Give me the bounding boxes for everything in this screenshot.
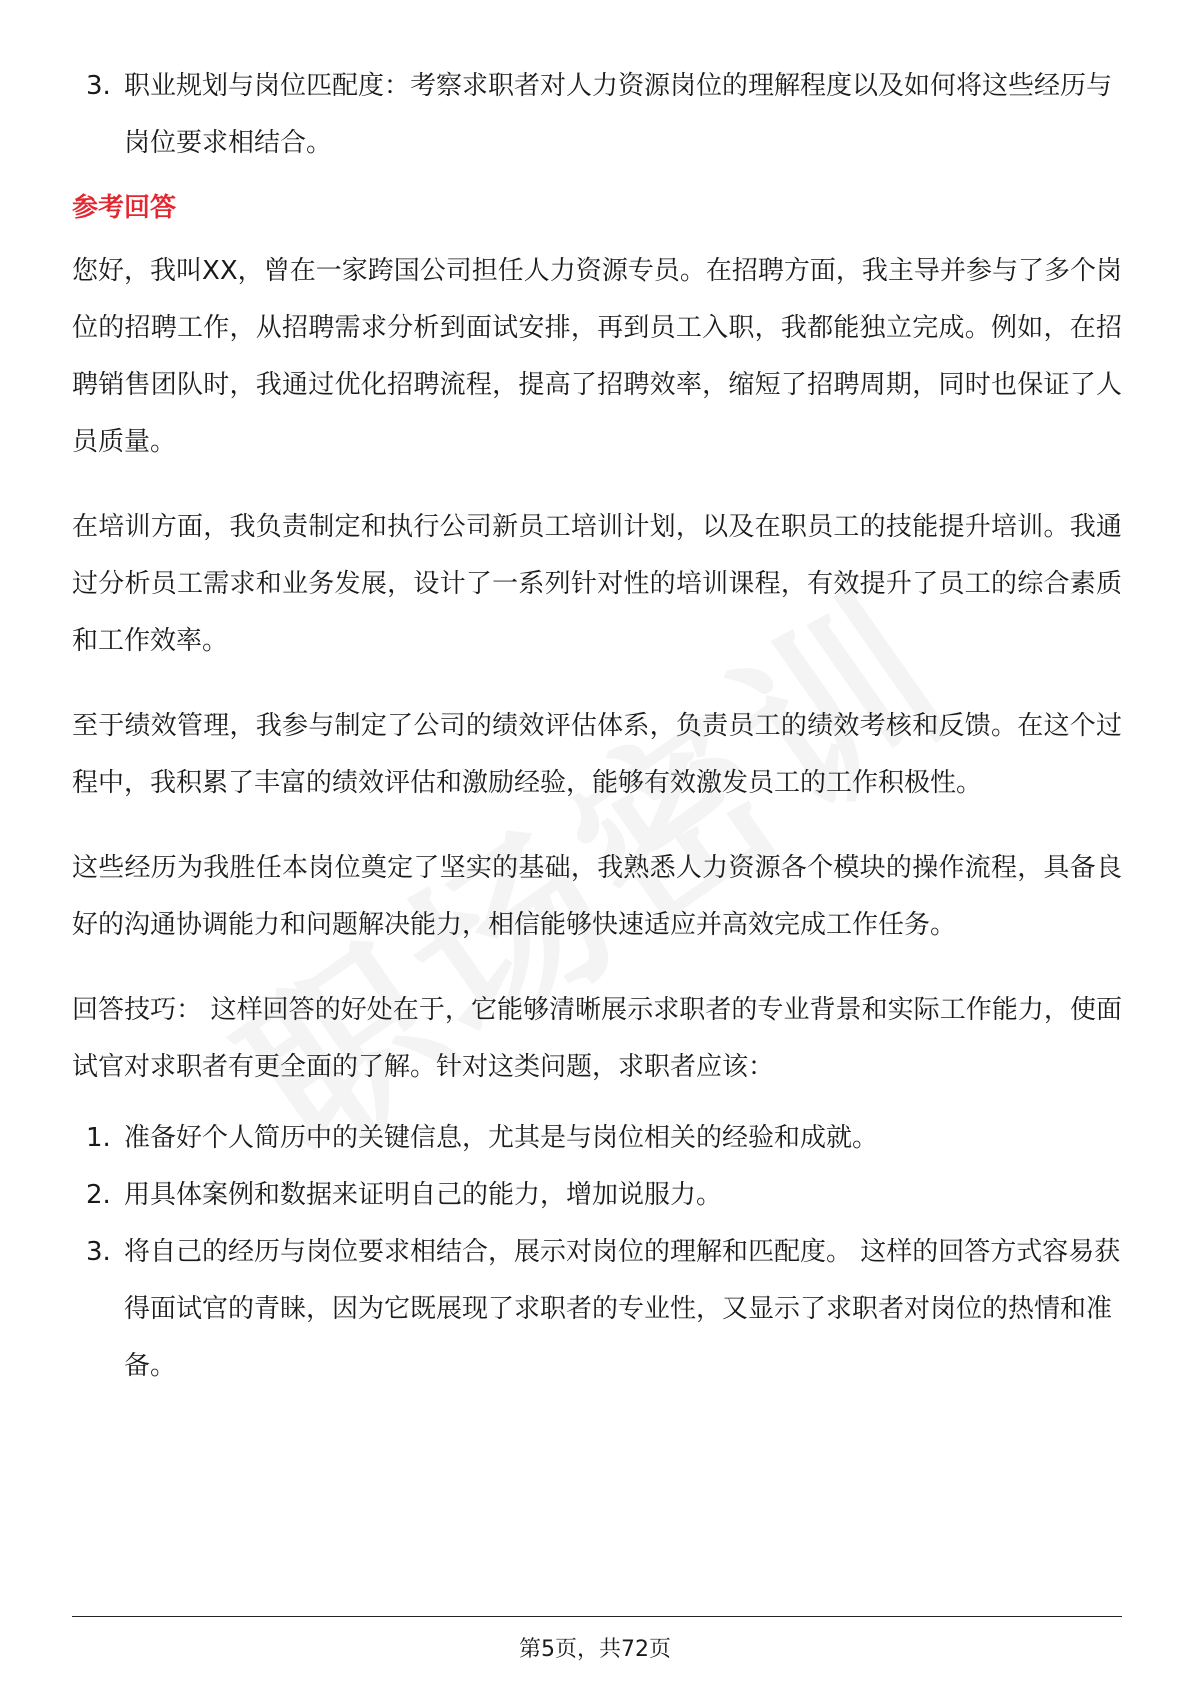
list-item-number: 2. [86, 1180, 111, 1210]
list-item [72, 1167, 1122, 1224]
answer-tips-intro: 回答技巧： 这样回答的好处在于，它能够清晰展示求职者的专业背景和实际工作能力，使面试官对求职者有更全面的了解。针对这类问题，求职者应该： [72, 995, 1122, 1082]
list-item-text: 将自己的经历与岗位要求相结合，展示对岗位的理解和匹配度。 这样的回答方式容易获得面试官的青睐，因为它既展现了求职者的专业性，又显示了求职者对岗位的热情和准备。 [124, 1237, 1121, 1381]
footer-divider [72, 1616, 1122, 1617]
list-item-number: 1. [86, 1123, 111, 1153]
list-item [72, 1224, 1122, 1395]
answer-paragraph-performance: 至于绩效管理，我参与制定了公司的绩效评估体系，负责员工的绩效考核和反馈。在这个过程中，我积累了丰富的绩效评估和激励经验，能够有效激发员工的工作积极性。 [72, 711, 1122, 798]
answer-paragraph-training: 在培训方面，我负责制定和执行公司新员工培训计划，以及在职员工的技能提升培训。我通过分析员工需求和业务发展，设计了一系列针对性的培训课程，有效提升了员工的综合素质和工作效率。 [72, 512, 1122, 656]
list-item-number: 3. [86, 71, 111, 101]
list-item-number: 3. [86, 1237, 111, 1267]
answer-paragraph-summary: 这些经历为我胜任本岗位奠定了坚实的基础，我熟悉人力资源各个模块的操作流程，具备良好的沟通协调能力和问题解决能力，相信能够快速适应并高效完成工作任务。 [72, 853, 1122, 940]
list-item-text: 用具体案例和数据来证明自己的能力，增加说服力。 [124, 1180, 723, 1210]
question-criteria-list [72, 58, 1122, 172]
answer-paragraph-recruiting: 您好，我叫XX，曾在一家跨国公司担任人力资源专员。在招聘方面，我主导并参与了多个岗位的招聘工作，从招聘需求分析到面试安排，再到员工入职，我都能独立完成。例如，在招聘销售团队时，我通过优化招聘流程，提高了招聘效率，缩短了招聘周期，同时也保证了人员质量。 [72, 256, 1122, 457]
tips-list [72, 1110, 1122, 1395]
list-item-text: 职业规划与岗位匹配度：考察求职者对人力资源岗位的理解程度以及如何将这些经历与岗位要求相结合。 [124, 71, 1113, 158]
list-item [72, 58, 1122, 172]
list-item-text: 准备好个人简历中的关键信息，尤其是与岗位相关的经验和成就。 [124, 1123, 879, 1153]
list-item [72, 1110, 1122, 1167]
section-title: 参考回答 [72, 193, 177, 223]
page-number: 第5页，共72页 [519, 1637, 671, 1662]
page-content [72, 58, 1122, 1395]
